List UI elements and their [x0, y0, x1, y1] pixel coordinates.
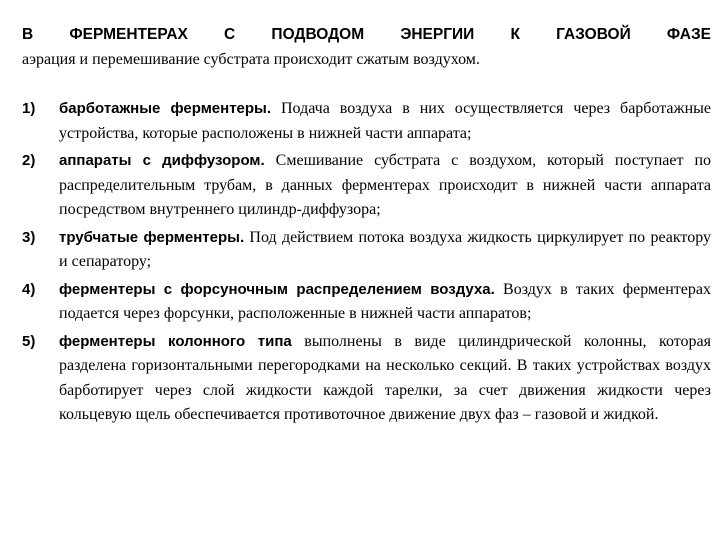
list-term: трубчатые ферментеры.	[59, 228, 245, 246]
list-item-1	[22, 97, 711, 146]
list-text: Смешивание субстрата с воздухом, который поступает по распределительным трубам, в данных ферментерах происходит в нижней части аппарата посредством внутреннего цилиндр-диффузора;	[59, 152, 712, 218]
intro-text: аэрация и перемешивание субстрата происходит сжатым воздухом.	[22, 51, 480, 68]
slide-content	[22, 22, 711, 431]
list-text: Подача воздуха в них осуществляется через барботажные устройства, которые расположены в нижней части аппарата;	[59, 100, 711, 142]
list-number: 2)	[22, 152, 36, 169]
list-number: 3)	[22, 228, 36, 246]
list-text: Воздух в таких ферментерах подается через форсунки, расположенные в нижней части аппаратов;	[59, 280, 711, 322]
list-term: ферментеры колонного типа	[59, 332, 292, 350]
list-number: 1)	[22, 100, 36, 117]
intro-heading: В ФЕРМЕНТЕРАХ С ПОДВОДОМ ЭНЕРГИИ К ГАЗОВОЙ ФАЗЕ	[22, 26, 711, 43]
list-term: ферментеры с форсуночным распределением воздуха.	[59, 280, 495, 298]
list-item-5	[22, 330, 711, 428]
list-term: аппараты с диффузором.	[59, 152, 265, 169]
list-number: 5)	[22, 332, 36, 350]
list-item-4	[22, 278, 711, 327]
list-number: 4)	[22, 280, 36, 298]
list-text: Под действием потока воздуха жидкость циркулирует по реактору и сепаратору;	[59, 228, 711, 270]
list-text: выполнены в виде цилиндрической колонны, которая разделена горизонтальными перегородками на несколько секций. В таких устройствах воздух барботирует через слой жидкости каждой тарелки, за счет движения жидкости через кольцевую щель обеспечивается противоточное движение двух фаз – газовой и жидкой.	[59, 332, 711, 423]
fermenter-types-list	[22, 97, 711, 428]
list-item-3	[22, 226, 711, 275]
intro-paragraph	[22, 22, 711, 72]
list-term: барботажные ферментеры.	[59, 100, 272, 117]
list-item-2	[22, 149, 711, 223]
